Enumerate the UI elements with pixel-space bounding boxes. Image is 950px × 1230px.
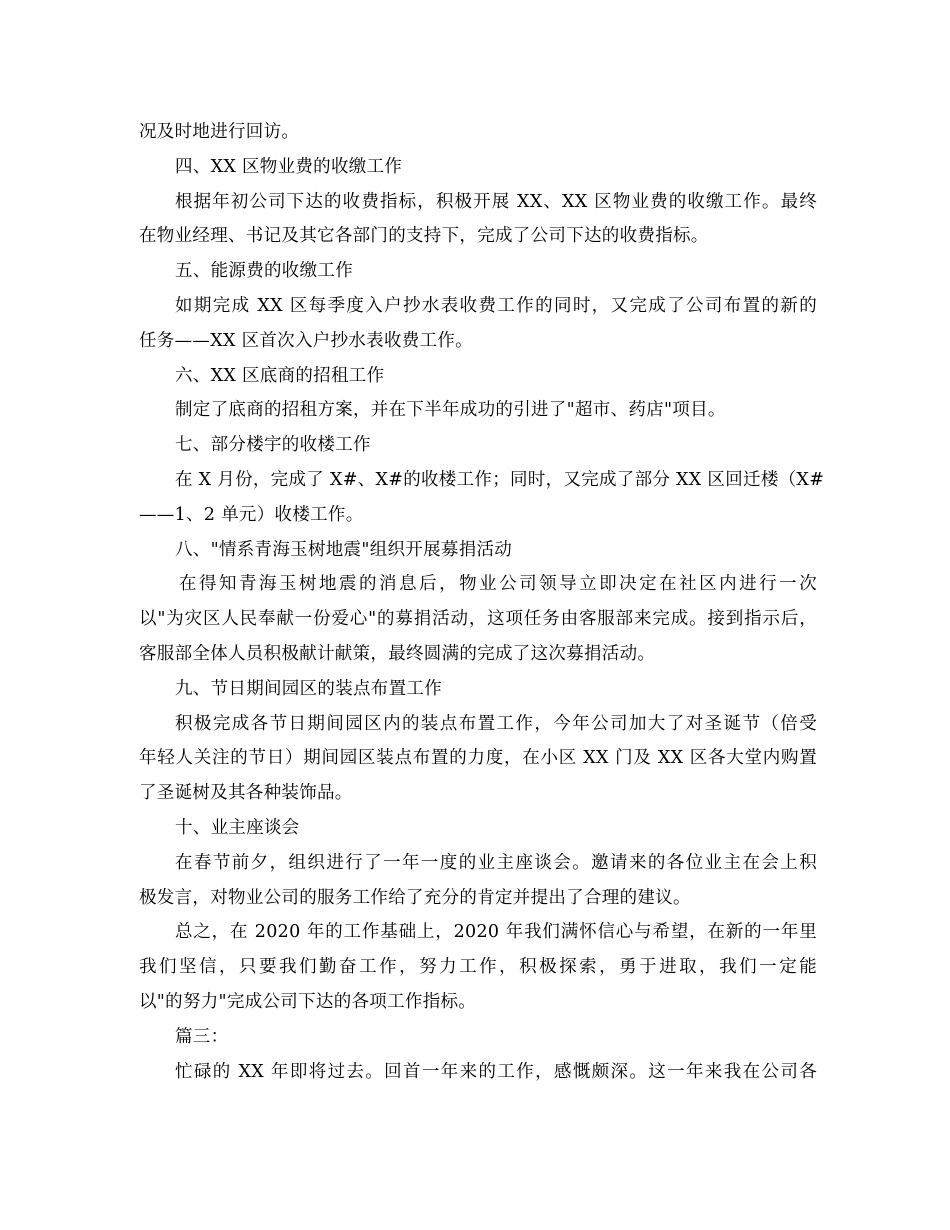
- paragraph-line: 年轻人关注的节日）期间园区装点布置的力度，在小区 XX 门及 XX 区各大堂内购置: [139, 748, 817, 769]
- section-heading: 十、业主座谈会: [175, 817, 300, 838]
- section-heading: 五、能源费的收缴工作: [175, 261, 353, 282]
- paragraph-line: 在得知青海玉树地震的消息后，物业公司领导立即决定在社区内进行一次: [179, 574, 817, 595]
- section-heading: 篇三：: [175, 1026, 229, 1047]
- paragraph-line: 如期完成 XX 区每季度入户抄水表收费工作的同时，又完成了公司布置的新的: [175, 295, 817, 316]
- paragraph-line: 在物业经理、书记及其它各部门的支持下，完成了公司下达的收费指标。: [139, 226, 709, 247]
- paragraph-line: 况及时地进行回访。: [139, 122, 300, 142]
- paragraph-line: 以"为灾区人民奉献一份爱心"的募捐活动，这项任务由客服部来完成。接到指示后，: [139, 609, 817, 630]
- paragraph-line: 根据年初公司下达的收费指标，积极开展 XX、XX 区物业费的收缴工作。最终: [175, 191, 817, 212]
- paragraph-line: 在 X 月份，完成了 X#、X#的收楼工作；同时，又完成了部分 XX 区回迁楼（X#: [175, 469, 825, 490]
- paragraph-line: 积极完成各节日期间园区内的装点布置工作，今年公司加大了对圣诞节（倍受: [175, 713, 817, 734]
- paragraph-line: 了圣诞树及其各种装饰品。: [139, 783, 353, 804]
- paragraph-line: 以"的努力"完成公司下达的各项工作指标。: [139, 991, 477, 1012]
- section-heading: 七、部分楼宇的收楼工作: [175, 435, 371, 456]
- paragraph-line: 在春节前夕，组织进行了一年一度的业主座谈会。邀请来的各位业主在会上积: [175, 852, 817, 873]
- paragraph-line: 客服部全体人员积极献计献策，最终圆满的完成了这次募捐活动。: [139, 643, 656, 664]
- paragraph-line: 总之，在 2020 年的工作基础上，2020 年我们满怀信心与希望，在新的一年里: [175, 922, 817, 943]
- paragraph-line: 制定了底商的招租方案，并在下半年成功的引进了"超市、药店"项目。: [175, 400, 726, 421]
- paragraph-line: 我们坚信，只要我们勤奋工作，努力工作，积极探索，勇于进取，我们一定能: [139, 957, 817, 978]
- section-heading: 六、XX 区底商的招租工作: [175, 365, 385, 386]
- section-heading: 四、XX 区物业费的收缴工作: [175, 156, 403, 177]
- section-heading: 八、"情系青海玉树地震"组织开展募捐活动: [175, 539, 513, 560]
- section-heading: 九、节日期间园区的装点布置工作: [175, 678, 442, 699]
- paragraph-line: 忙碌的 XX 年即将过去。回首一年来的工作，感慨颇深。这一年来我在公司各: [175, 1061, 817, 1082]
- paragraph-line: ——1、2 单元）收楼工作。: [139, 504, 364, 525]
- paragraph-line: 任务——XX 区首次入户抄水表收费工作。: [139, 330, 473, 351]
- paragraph-line: 极发言，对物业公司的服务工作给了充分的肯定并提出了合理的建议。: [139, 887, 691, 908]
- document-body: [139, 115, 825, 1089]
